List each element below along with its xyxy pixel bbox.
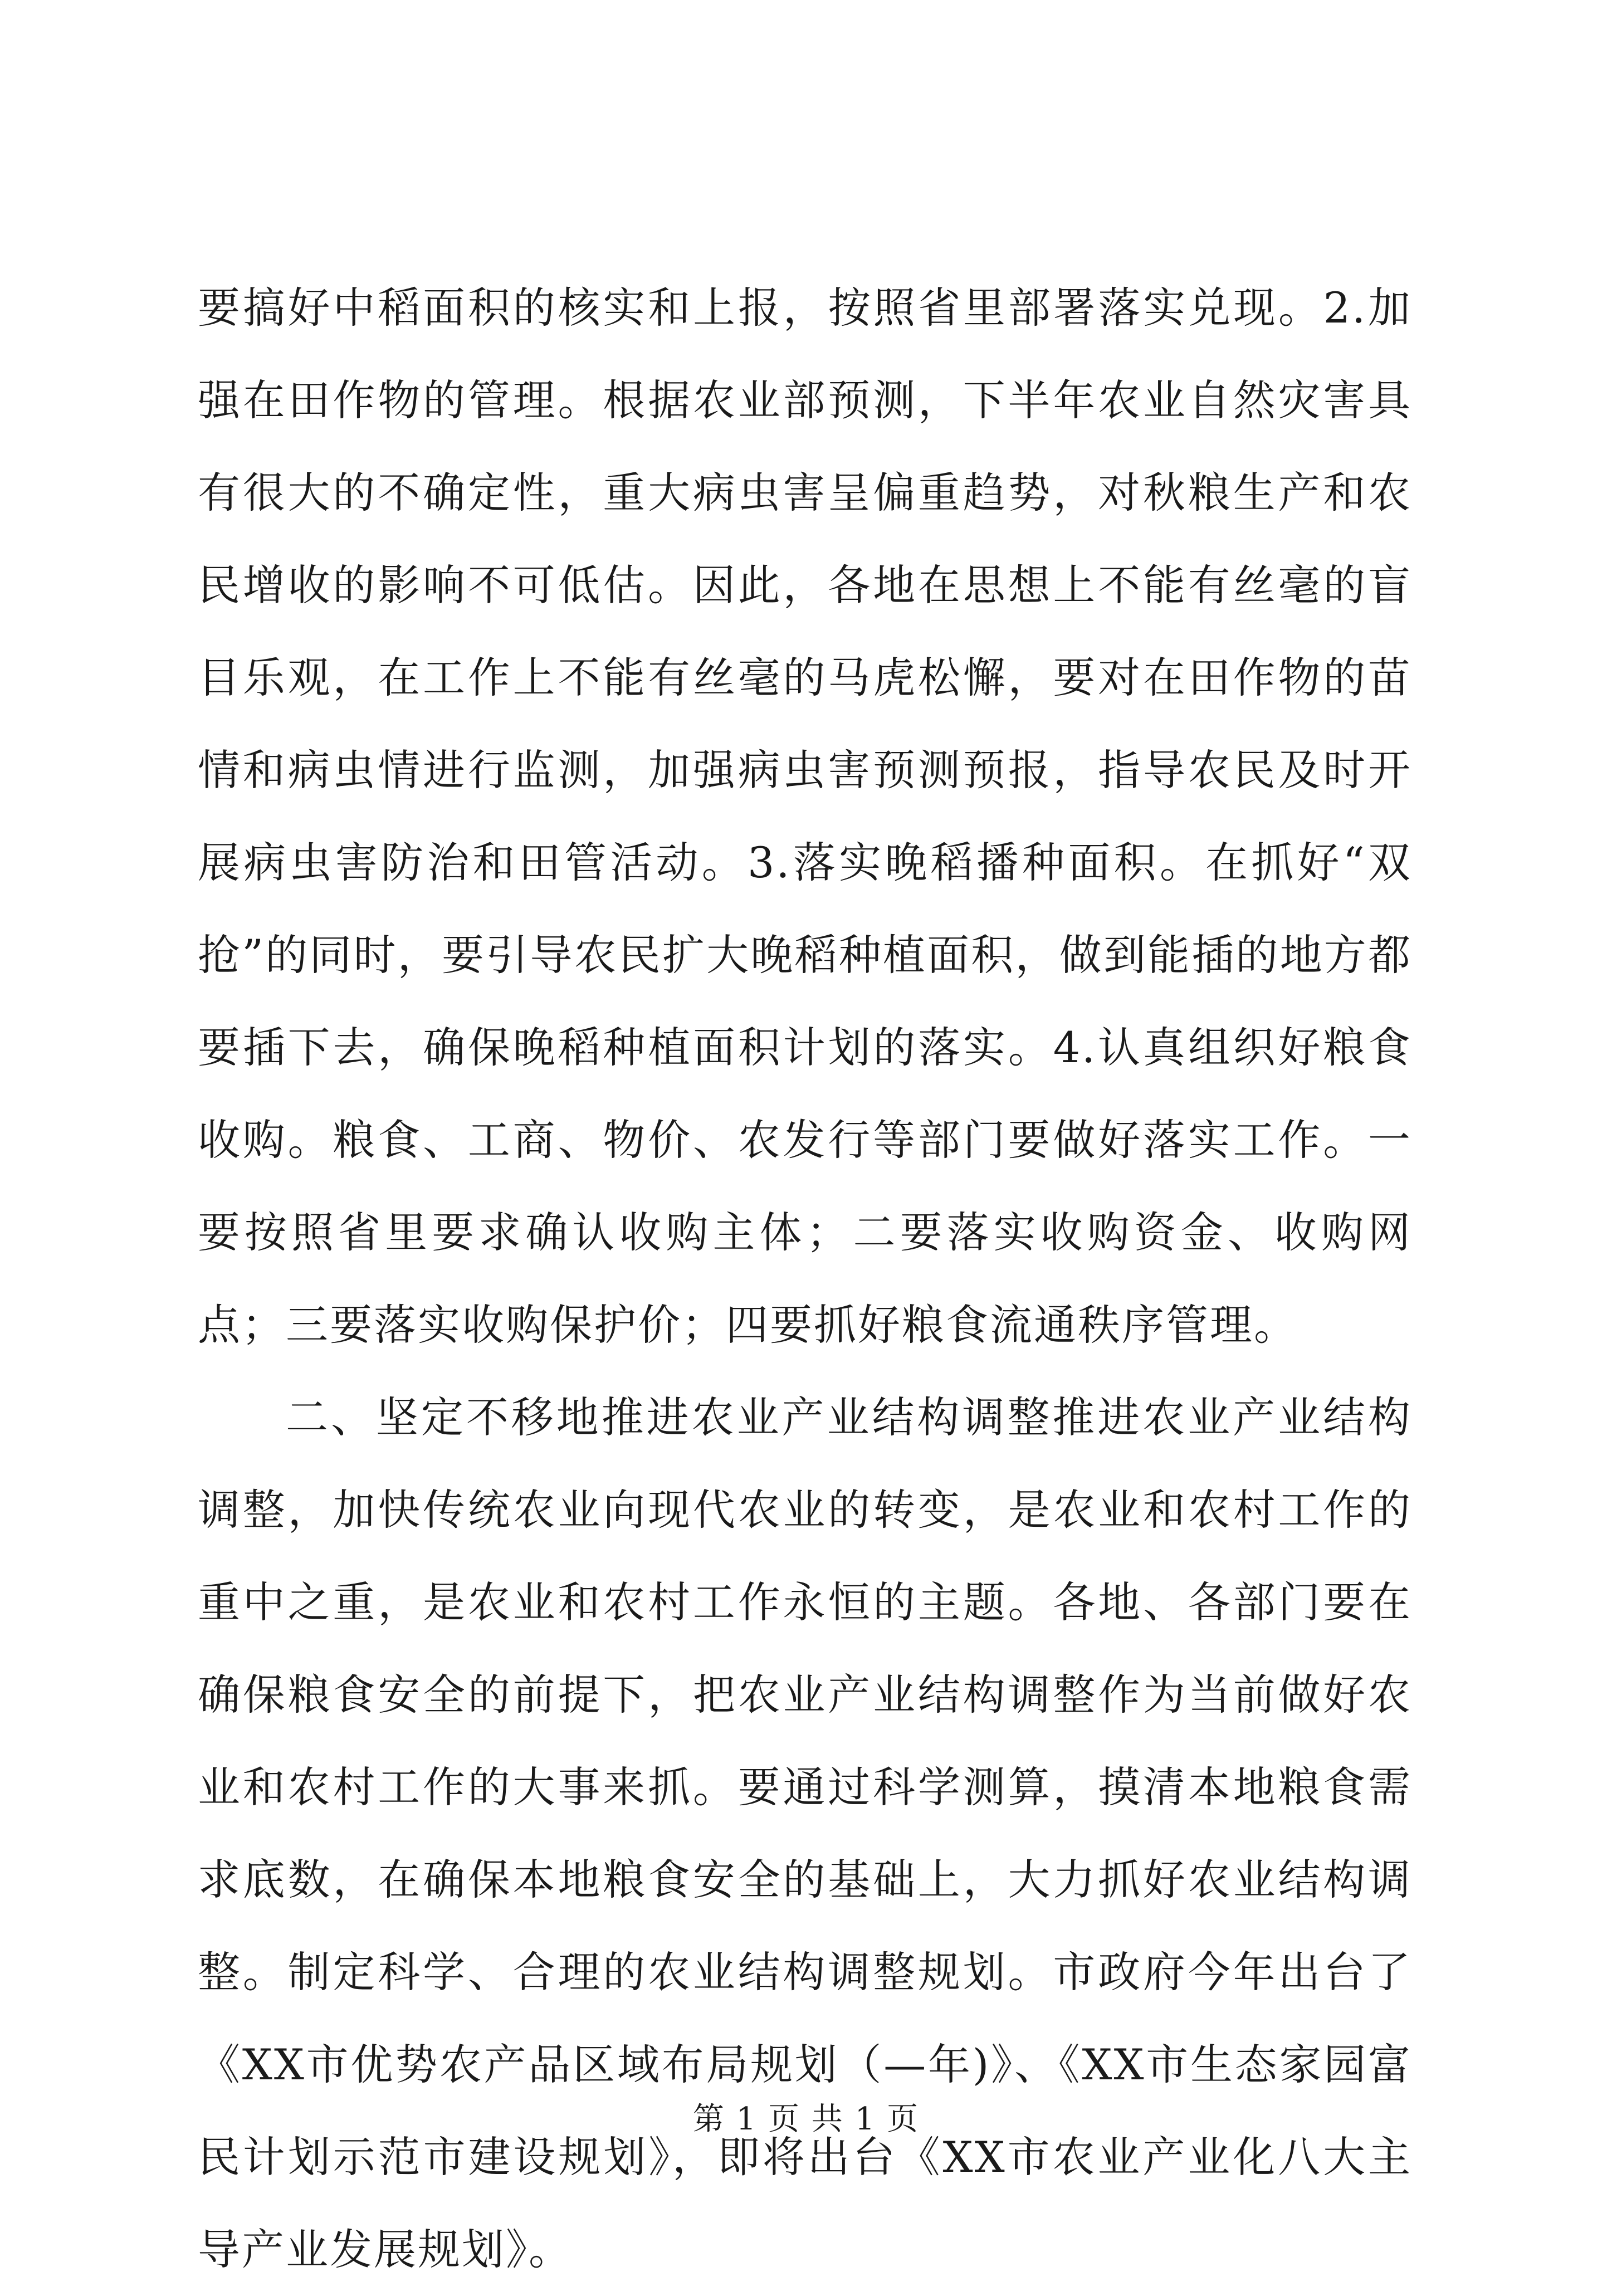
document-body: [198, 262, 1412, 2296]
page-footer: 第 1 页 共 1 页: [692, 2101, 920, 2137]
paragraph-1: 要搞好中稻面积的核实和上报，按照省里部署落实兑现。2.加强在田作物的管理。根据农业部预测，下半年农业自然灾害具有很大的不确定性，重大病虫害呈偏重趋势，对秋粮生产和农民增收的影响不可低估。因此，各地在思想上不能有丝毫的盲目乐观，在工作上不能有丝毫的马虎松懈，要对在田作物的苗情和病虫情进行监测，加强病虫害预测预报，指导农民及时开展病虫害防治和田管活动。3.落实晚稻播种面积。在抓好“双抢”的同时，要引导农民扩大晚稻种植面积，做到能插的地方都要插下去，确保晚稻种植面积计划的落实。4.认真组织好粮食收购。粮食、工商、物价、农发行等部门要做好落实工作。一要按照省里要求确认收购主体；二要落实收购资金、收购网点；三要落实收购保护价；四要抓好粮食流通秩序管理。: [198, 283, 1412, 1350]
paragraph-2: 二、坚定不移地推进农业产业结构调整推进农业产业结构调整，加快传统农业向现代农业的转变，是农业和农村工作的重中之重，是农业和农村工作永恒的主题。各地、各部门要在确保粮食安全的前提下，把农业产业结构调整作为当前做好农业和农村工作的大事来抓。要通过科学测算，摸清本地粮食需求底数，在确保本地粮食安全的基础上，大力抓好农业结构调整。制定科学、合理的农业结构调整规划。市政府今年出台了《XX市优势农产品区域布局规划（—年)》、《XX市生态家园富民计划示范市建设规划》，即将出台《XX市农业产业化八大主导产业发展规划》。: [198, 1393, 1412, 2274]
